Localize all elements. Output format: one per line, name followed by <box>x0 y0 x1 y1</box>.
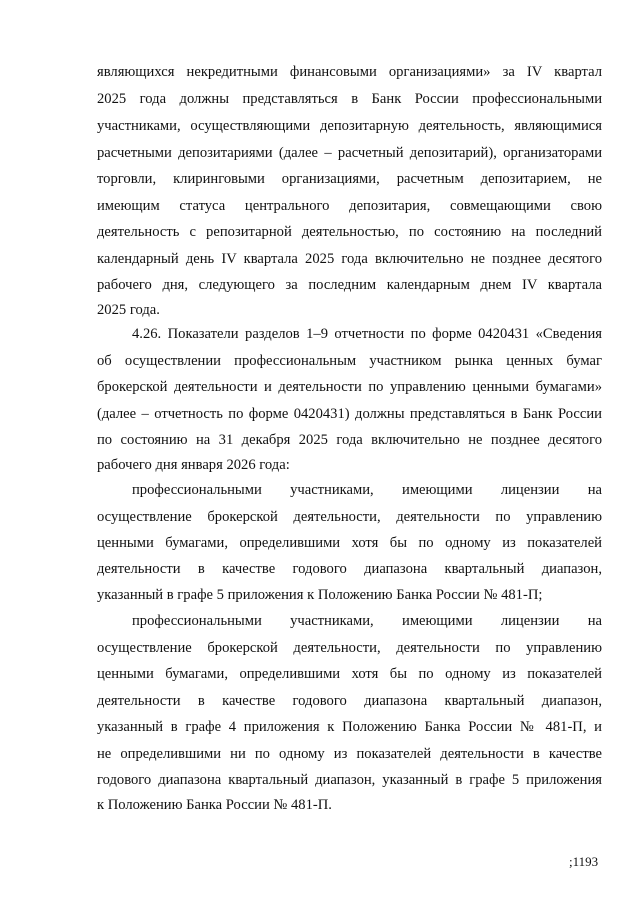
text-line: 2025 года. <box>97 302 160 318</box>
text-line: годового диапазона квартальный диапазон, указанный в графе 5 приложения <box>97 772 602 788</box>
page-number: ;1193 <box>569 854 599 869</box>
text-line: рабочего дня января 2026 года: <box>97 457 290 473</box>
text-line: ценными бумагами, определившими хотя бы по одному из показателей <box>97 535 602 551</box>
text-line: 2025 года должны представляться в Банк России профессиональными <box>97 91 602 107</box>
text-line: осуществление брокерской деятельности, деятельности по управлению <box>97 509 602 525</box>
text-line: брокерской деятельности и деятельности по управлению ценными бумагами» <box>97 379 602 395</box>
text-line: ценными бумагами, определившими хотя бы по одному из показателей <box>97 666 602 682</box>
text-line: указанный в графе 5 приложения к Положению Банка России № 481-П; <box>97 587 543 603</box>
text-line: расчетными депозитариями (далее – расчетный депозитарий), организаторами <box>97 145 602 161</box>
text-line: участниками, осуществляющими депозитарную деятельность, являющимися <box>97 118 602 134</box>
text-line: являющихся некредитными финансовыми организациями» за IV квартал <box>97 64 602 80</box>
text-line: рабочего дня, следующего за последним календарным днем IV квартала <box>97 277 602 293</box>
paragraph-first-line: профессиональными участниками, имеющими лицензии на <box>132 482 602 498</box>
text-line: указанный в графе 4 приложения к Положению Банка России № 481-П, и <box>97 719 602 735</box>
text-line: об осуществлении профессиональным участником рынка ценных бумаг <box>97 353 602 369</box>
text-line: деятельность с репозитарной деятельностью, по состоянию на последний <box>97 224 602 240</box>
text-line: не определившими ни по одному из показателей деятельности в качестве <box>97 746 602 762</box>
text-line: по состоянию на 31 декабря 2025 года включительно не позднее десятого <box>97 432 602 448</box>
text-line: (далее – отчетность по форме 0420431) должны представляться в Банк России <box>97 406 602 422</box>
paragraph-first-line: профессиональными участниками, имеющими лицензии на <box>132 613 602 629</box>
text-line: деятельности в качестве годового диапазона квартальный диапазон, <box>97 693 602 709</box>
paragraph-first-line: 4.26. Показатели разделов 1–9 отчетности по форме 0420431 «Сведения <box>132 326 602 342</box>
text-line: к Положению Банка России № 481-П. <box>97 797 332 813</box>
text-line: имеющим статуса центрального депозитария, совмещающими свою <box>97 198 602 214</box>
text-line: осуществление брокерской деятельности, деятельности по управлению <box>97 640 602 656</box>
text-line: календарный день IV квартала 2025 года включительно не позднее десятого <box>97 251 602 267</box>
text-line: деятельности в качестве годового диапазона квартальный диапазон, <box>97 561 602 577</box>
text-line: торговли, клиринговыми организациями, расчетным депозитарием, не <box>97 171 602 187</box>
